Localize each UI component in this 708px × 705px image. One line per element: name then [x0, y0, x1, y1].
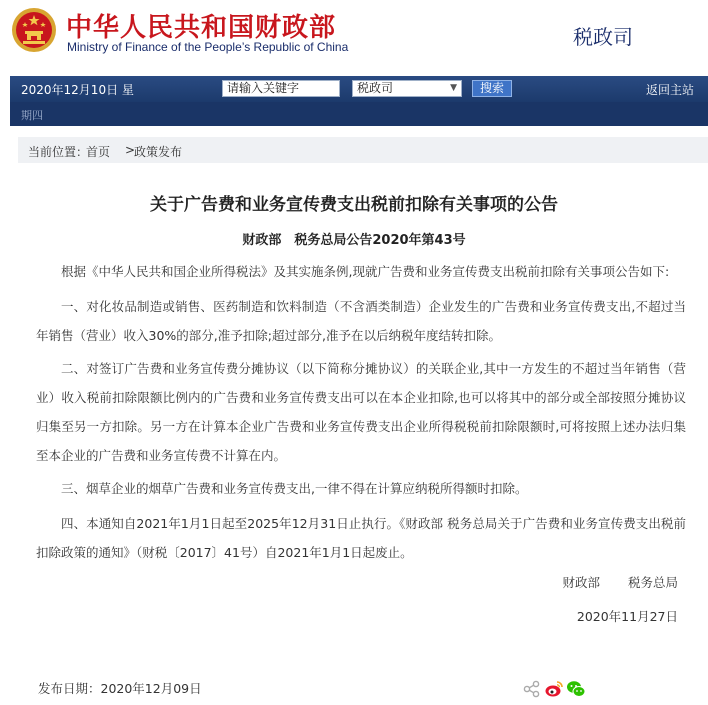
article-paragraph-1: 一、对化妆品制造或销售、医药制造和饮料制造（不含酒类制造）企业发生的广告费和业务宣传费支出,不超过当年销售（营业）收入30%的部分,准予扣除;超过部分,准予在以后纳税年度结转扣除。: [36, 299, 686, 343]
breadcrumb-current-link[interactable]: 政策发布: [134, 145, 183, 159]
wechat-icon[interactable]: [566, 679, 586, 699]
department-name: 税政司: [573, 25, 633, 49]
weibo-icon[interactable]: [544, 679, 564, 699]
search-scope-value: 税政司: [357, 81, 394, 95]
search-scope-select[interactable]: [352, 80, 462, 97]
date-text: 2020年12月10日: [21, 83, 119, 97]
publish-date: 发布日期：2020年12月09日: [38, 681, 202, 696]
chevron-down-icon: ▼: [450, 83, 457, 93]
breadcrumb-home-link[interactable]: 首页: [86, 145, 111, 159]
signatory-ministry: 财政部: [562, 575, 600, 590]
search-button[interactable]: 搜索: [472, 80, 512, 97]
signatories: [538, 573, 678, 591]
weekday-text: 星: [121, 83, 134, 97]
breadcrumb-separator: >: [125, 143, 136, 157]
current-date: [21, 81, 134, 98]
site-title: 中华人民共和国财政部: [66, 13, 337, 43]
return-home-link[interactable]: 返回主站: [645, 83, 694, 97]
article-paragraph-intro: 根据《中华人民共和国企业所得税法》及其实施条例,现就广告费和业务宣传费支出税前扣除有关事项公告如下:: [61, 264, 670, 279]
search-input[interactable]: [222, 80, 340, 97]
site-title-english: Ministry of Finance of the People’s Republic of China: [67, 40, 349, 54]
share-icon[interactable]: [522, 679, 542, 699]
article-paragraph-3: 三、烟草企业的烟草广告费和业务宣传费支出,一律不得在计算应纳税所得额时扣除。: [61, 481, 528, 496]
article-paragraph-2: 二、对签订广告费和业务宣传费分摊协议（以下简称分摊协议）的关联企业,其中一方发生的不超过当年销售（营业）收入税前扣除限额比例内的广告费和业务宣传费支出可以在本企业扣除,也可以将其中的部分或全部按照分摊协议归集至另一方扣除。另一方在计算本企业广告费和业务宣传费支出企业所得税税前扣除限额时,可将按照上述办法归集至本企业的广告费和业务宣传费不计算在内。: [36, 361, 686, 463]
navbar-sub-row: [10, 102, 708, 126]
national-emblem-icon[interactable]: [10, 6, 58, 54]
top-navbar: [10, 76, 708, 102]
article-paragraph-4: 四、本通知自2021年1月1日起至2025年12月31日止执行。《财政部 税务总局关于广告费和业务宣传费支出税前扣除政策的通知》（财税〔2017〕41号）自2021年1月1日起废止。: [36, 516, 686, 560]
site-header: [0, 0, 708, 72]
breadcrumb-label: 当前位置：: [28, 145, 89, 159]
article-title: 关于广告费和业务宣传费支出税前扣除有关事项的公告: [150, 195, 558, 215]
document-number: 财政部 税务总局公告2020年第43号: [242, 233, 466, 248]
sign-date: 2020年11月27日: [576, 609, 678, 624]
weekday-continued: 期四: [21, 109, 43, 122]
breadcrumb: [18, 137, 708, 163]
signatory-tax-bureau: 税务总局: [627, 575, 678, 590]
